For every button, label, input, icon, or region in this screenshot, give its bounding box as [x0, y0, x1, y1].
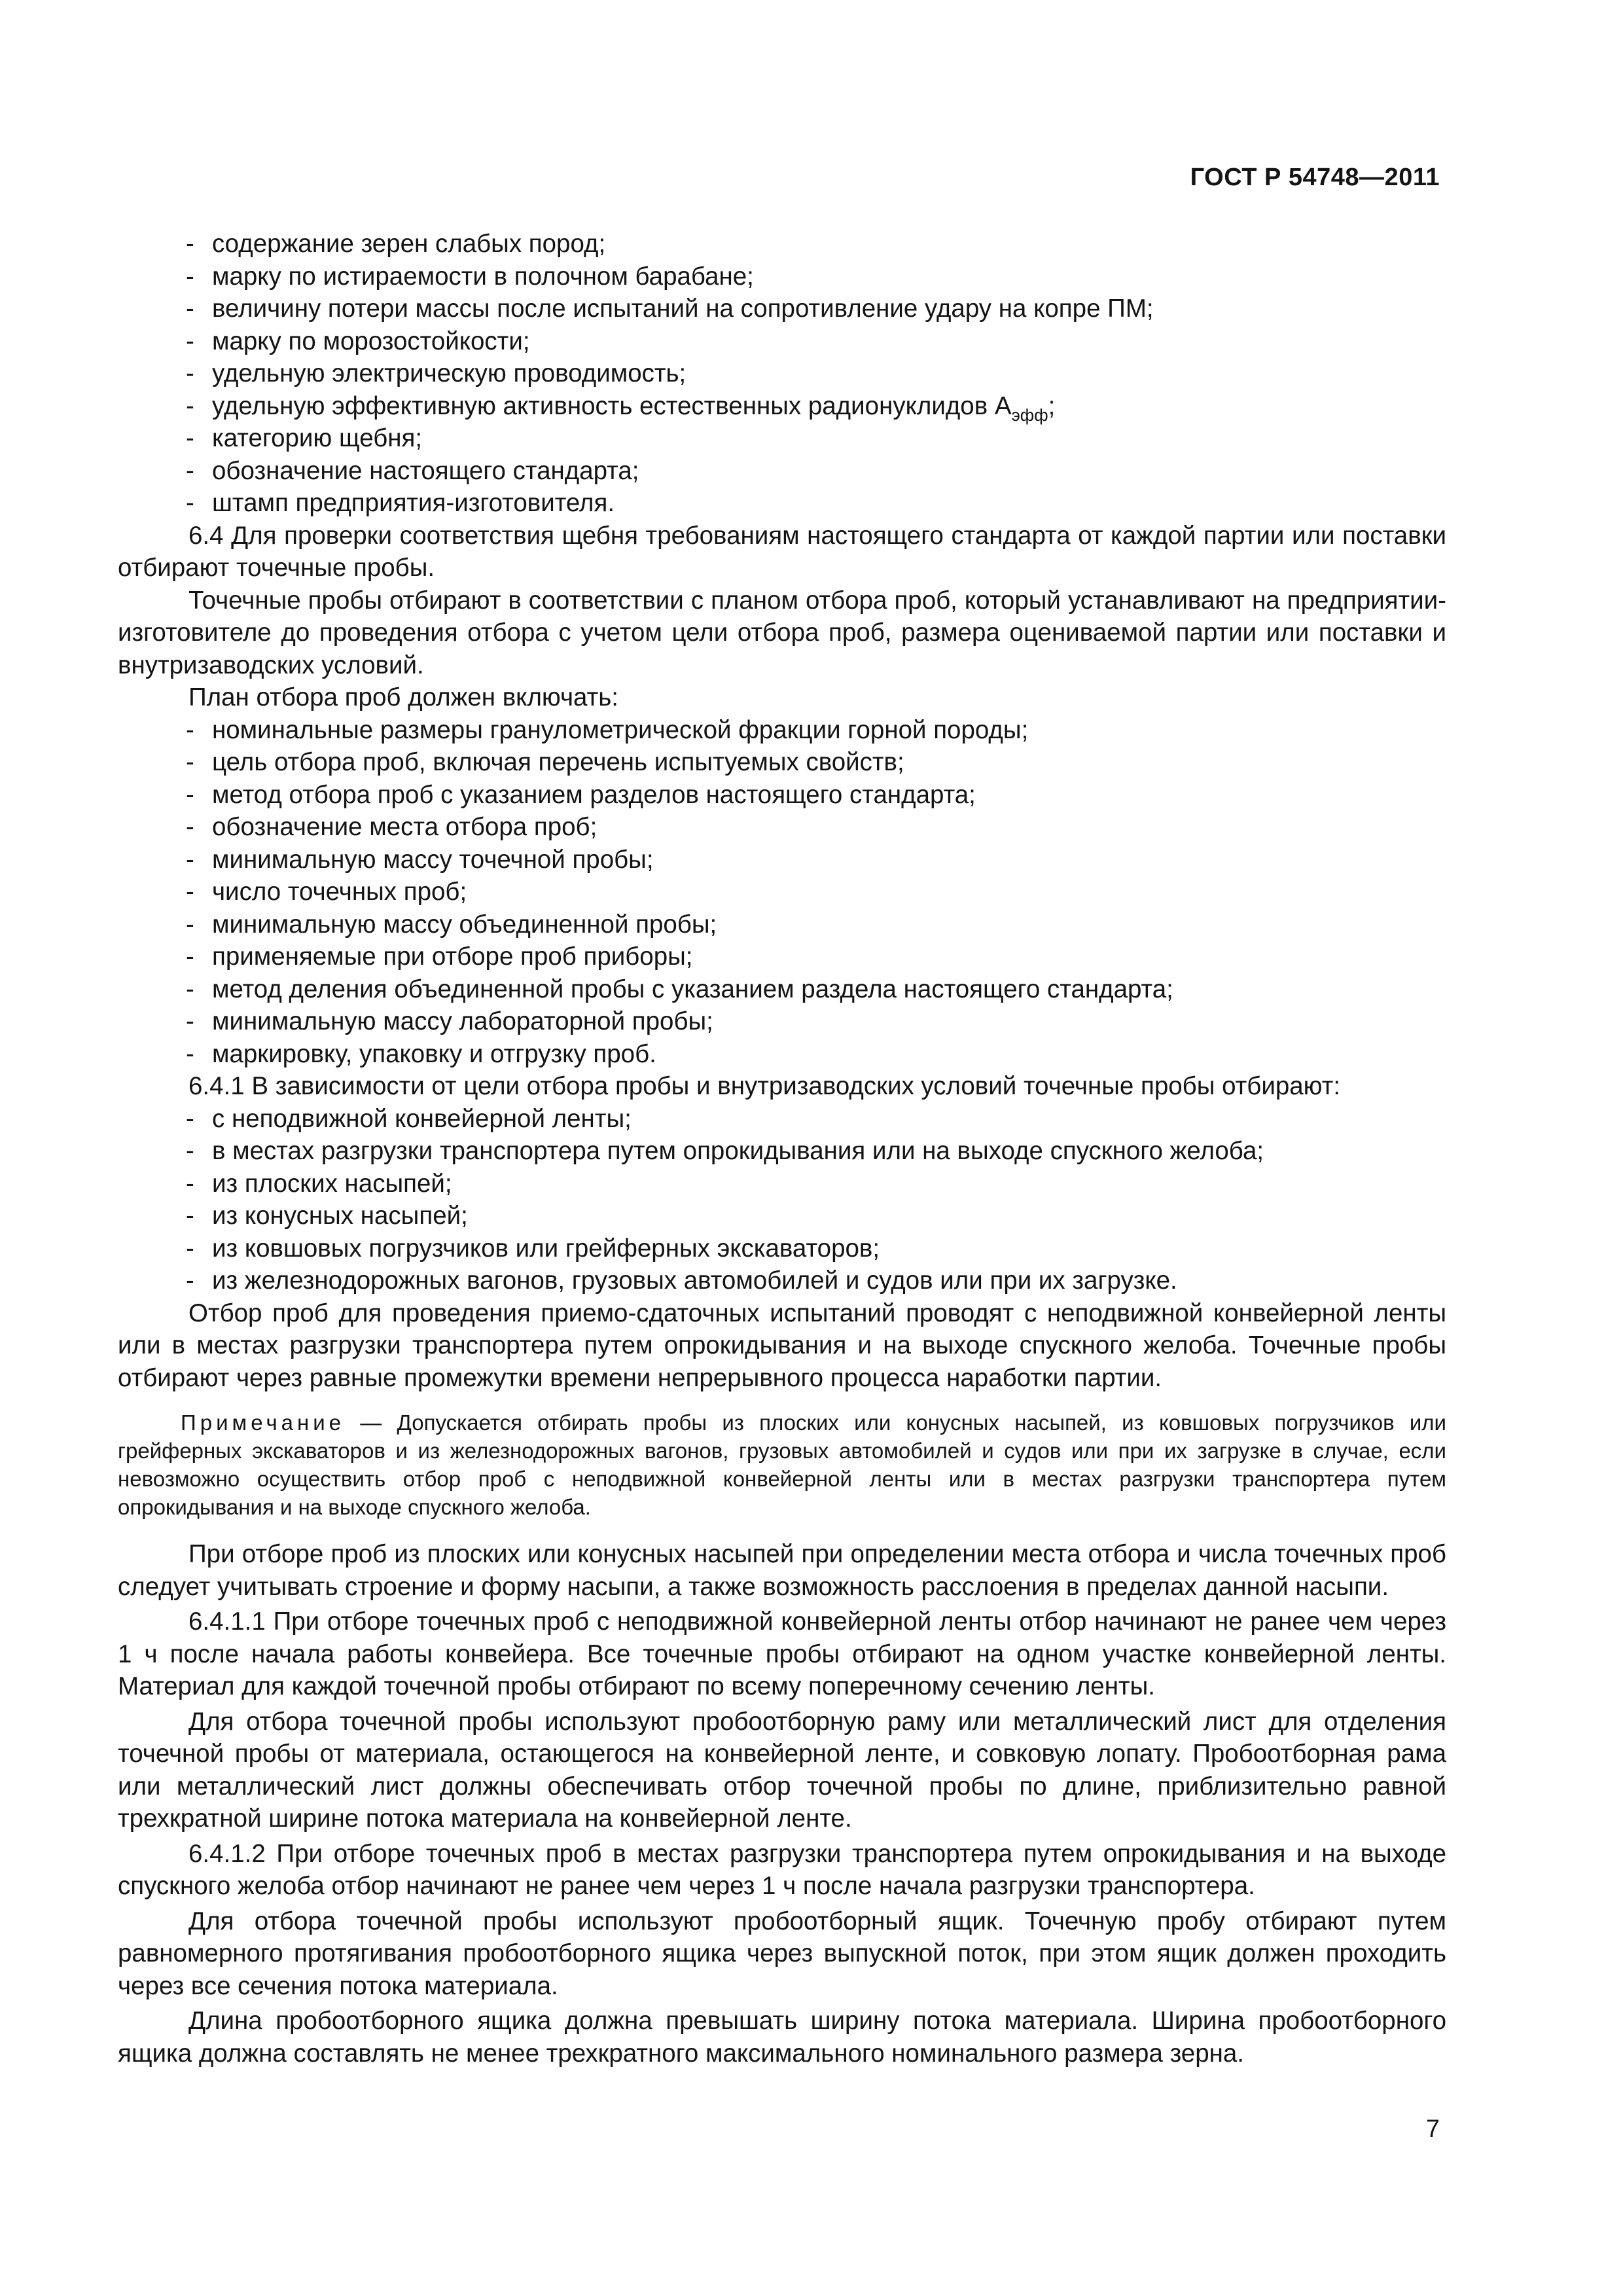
- list-item: - с неподвижной конвейерной ленты;: [186, 1104, 632, 1133]
- list-item: - из ковшовых погрузчиков или грейферных экскаваторов;: [186, 1234, 880, 1263]
- list-item: - метод отбора проб с указанием разделов настоящего стандарта;: [186, 780, 976, 809]
- page-number: 7: [1425, 2115, 1440, 2143]
- list-item: - обозначение места отбора проб;: [186, 813, 597, 841]
- list-item: - применяемые при отборе проб приборы;: [186, 942, 693, 971]
- paragraph: Точечные пробы отбирают в соответствии с планом отбора проб, который устанавливают на предприятии-изготовителе до проведения отбора с учетом цели отбора проб, размера оцениваемой партии или поставки и внутризаводских условий.: [118, 586, 1446, 679]
- paragraph: Отбор проб для проведения приемо-сдаточных испытаний проводят с неподвижной конвейерной ленты или в местах разгрузки транспортера путем опрокидывания и на выходе спускного желоба. Точечные пробы отбирают через равные промежутки времени непрерывного процесса наработки партии.: [118, 1299, 1446, 1392]
- page-body: [118, 228, 1446, 2070]
- paragraph: Длина пробоотборного ящика должна превышать ширину потока материала. Ширина пробоотборного ящика должна составлять не менее трехкратного максимального номинального размера зерна.: [118, 2007, 1446, 2068]
- sampling-plan-list: [118, 714, 1446, 1071]
- list-item: - из плоских насыпей;: [186, 1169, 452, 1198]
- paragraph-6-4-1: 6.4.1 В зависимости от цели отбора пробы и внутризаводских условий точечные пробы отбирают:: [188, 1072, 1341, 1100]
- list-item: - минимальную массу точечной пробы;: [186, 845, 654, 874]
- marking-list: [118, 228, 1446, 520]
- list-item: - цель отбора проб, включая перечень испытуемых свойств;: [186, 748, 904, 776]
- standard-designation: ГОСТ Р 54748—2011: [1190, 164, 1440, 191]
- paragraph: При отборе проб из плоских или конусных насыпей при определении места отбора и числа точечных проб следует учитывать строение и форму насыпи, а также возможность расслоения в пределах данной насыпи.: [118, 1540, 1446, 1601]
- list-item: - категорию щебня;: [186, 424, 423, 452]
- list-item: - удельную эффективную активность естественных радионуклидов $А_{эфф}$;: [186, 391, 1056, 425]
- note-label: Примечание: [181, 1410, 346, 1435]
- paragraph: Для отбора точечной пробы используют пробоотборный ящик. Точечную пробу отбирают путем равномерного протягивания пробоотборного ящика через выпускной поток, при этом ящик должен проходить через все сечения потока материала.: [118, 1907, 1446, 2000]
- subscript: эфф: [1011, 404, 1048, 425]
- list-item: - удельную электрическую проводимость;: [186, 359, 687, 387]
- list-item: - величину потери массы после испытаний на сопротивление удару на копре ПМ;: [186, 295, 1154, 323]
- paragraph-6-4-1-2: 6.4.1.2 При отборе точечных проб в местах разгрузки транспортера путем опрокидывания и на выходе спускного желоба отбор начинают не ранее чем через 1 ч после начала разгрузки транспортера.: [118, 1839, 1446, 1900]
- list-item: - марку по истираемости в полочном барабане;: [186, 262, 754, 291]
- list-item: - штамп предприятия-изготовителя.: [186, 489, 615, 517]
- list-item: - из конусных насыпей;: [186, 1202, 468, 1230]
- list-item: - содержание зерен слабых пород;: [186, 230, 606, 258]
- note-text: — Допускается отбирать пробы из плоских или конусных насыпей, из ковшовых погрузчиков или грейферных экскаваторов и из железнодорожных вагонов, грузовых автомобилей и судов или при их загрузке в случае, если невозможно осуществить отбор проб с неподвижной конвейерной ленты или в местах разгрузки транспортера путем опрокидывания и на выходе спускного желоба.: [118, 1410, 1446, 1519]
- list-item: - метод деления объединенной пробы с указанием раздела настоящего стандарта;: [186, 975, 1173, 1003]
- paragraph-6-4: 6.4 Для проверки соответствия щебня требованиям настоящего стандарта от каждой партии или поставки отбирают точечные пробы.: [118, 521, 1446, 582]
- list-item: - из железнодорожных вагонов, грузовых автомобилей и судов или при их загрузке.: [186, 1266, 1177, 1295]
- sampling-locations-list: [118, 1103, 1446, 1297]
- paragraph: Для отбора точечной пробы используют пробоотборную раму или металлический лист для отделения точечной пробы от материала, остающегося на конвейерной ленте, и совковую лопату. Пробоотборная рама или металлический лист должны обеспечивать отбор точечной пробы по длине, приблизительно равной трехкратной ширине потока материала на конвейерной ленте.: [118, 1707, 1446, 1833]
- list-item: - номинальные размеры гранулометрической фракции горной породы;: [186, 715, 1029, 744]
- list-item: - обозначение настоящего стандарта;: [186, 456, 639, 485]
- list-item: - число точечных проб;: [186, 878, 467, 906]
- paragraph: План отбора проб должен включать:: [188, 683, 618, 711]
- list-item: - в местах разгрузки транспортера путем опрокидывания или на выходе спускного желоба;: [186, 1137, 1264, 1165]
- list-item: - маркировку, упаковку и отгрузку проб.: [186, 1039, 656, 1068]
- note-block: [118, 1408, 1446, 1521]
- list-item: - минимальную массу объединенной пробы;: [186, 910, 717, 939]
- list-item: - марку по морозостойкости;: [186, 327, 530, 355]
- list-item: - минимальную массу лабораторной пробы;: [186, 1007, 713, 1035]
- paragraph-6-4-1-1: 6.4.1.1 При отборе точечных проб с неподвижной конвейерной ленты отбор начинают не ранее чем через 1 ч после начала работы конвейера. Все точечные пробы отбирают на одном участке конвейерной ленты. Материал для каждой точечной пробы отбирают по всему поперечному сечению ленты.: [118, 1607, 1446, 1700]
